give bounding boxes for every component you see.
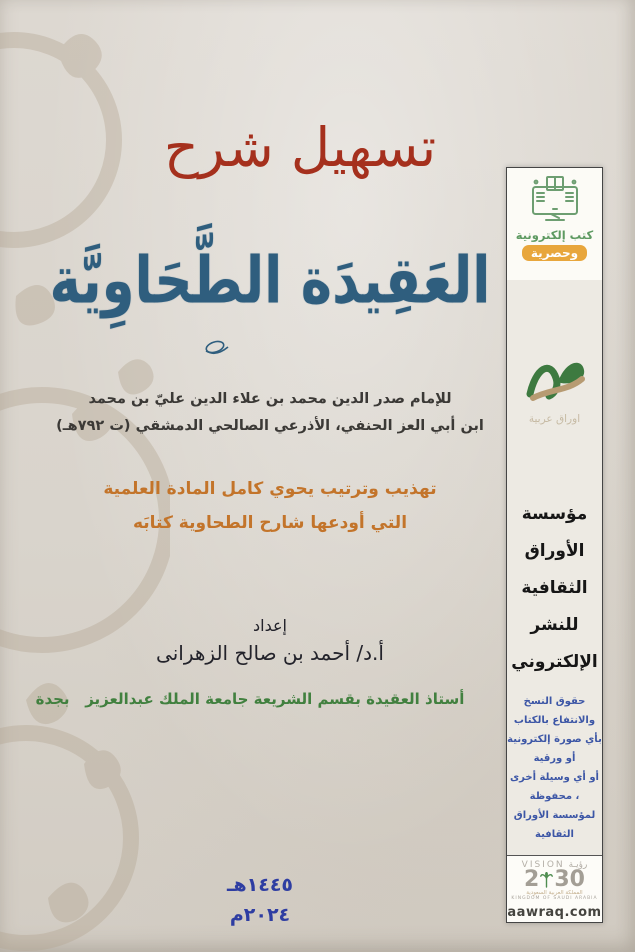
copyright-notice [507, 692, 602, 844]
exclusive-chip: وحصرية [522, 245, 587, 261]
foundation-name-line: الإلكتروني [511, 652, 598, 672]
edition-note [40, 472, 500, 540]
publisher-logo [507, 350, 602, 425]
vision-2030-block [507, 855, 602, 922]
copyright-notice-line: أو أي وسيلة أخرى ، محفوظة [510, 772, 599, 802]
country-name-en: KINGDOM OF SAUDI ARABIA [511, 896, 598, 901]
preparer-affiliation: أستاذ العقيدة بقسم الشريعة جامعة الملك عبدالعزيز بجدة [35, 690, 465, 708]
ebook-badge-label: كتب إلكترونية [515, 228, 594, 242]
gregorian-year: ٢٠٢٤م [229, 904, 291, 926]
copyright-notice-line: بأي صورة إلكترونية أو ورقية [507, 734, 602, 764]
main-title: العَقِيدَة الطَّحَاوِيَّة [49, 244, 491, 319]
vision-year-right: 30 [554, 867, 585, 892]
vision-year-left: 2 [524, 867, 540, 892]
foundation-name [507, 496, 602, 681]
series-title: تسهيل شرح [163, 116, 437, 179]
hijri-year: ١٤٤٥هـ [226, 874, 294, 896]
copyright-notice-line: حقوق النسخ والانتفاع بالكتاب [513, 696, 596, 726]
palm-emblem-icon [540, 872, 553, 888]
edition-note-line-2: التي أودعها شارح الطحاوية كتابَه [132, 513, 408, 533]
vision-label-ar: رؤيـة [568, 860, 588, 870]
foundation-name-line: مؤسسة [521, 504, 588, 524]
preparer-name: أ.د/ أحمد بن صالح الزهرانى [156, 641, 384, 665]
publisher-sidebar [506, 167, 603, 923]
awraq-logo-icon [520, 350, 590, 408]
author-name [40, 386, 500, 440]
foundation-name-line: الثقافية [521, 578, 588, 598]
author-name-line-1: للإمام صدر الدين محمد بن علاء الدين عليّ بن محمد [88, 391, 452, 407]
calligraphy-signature-icon [202, 338, 232, 356]
vision-year [507, 867, 602, 892]
edition-note-line-1: تهذيب وترتيب يحوي كامل المادة العلمية [103, 479, 437, 499]
publisher-logo-caption: اوراق عربية [528, 413, 581, 425]
vision-label-en: VISION [521, 860, 565, 870]
foundation-name-line: للنشر [530, 615, 579, 635]
copyright-notice-line: لمؤسسة الأوراق الثقافية [513, 810, 596, 840]
country-name-ar: المملكة العربية السعودية [526, 890, 583, 896]
ebook-badge [507, 168, 602, 280]
foundation-name-line: الأوراق [524, 541, 585, 561]
publication-dates [140, 870, 380, 930]
prepared-by-label: إعداد [253, 616, 287, 635]
monitor-with-book-icon [527, 175, 583, 223]
website-url: aawraq.com [507, 905, 602, 920]
author-name-line-2: ابن أبي العز الحنفي، الأذرعي الصالحي الدمشقي (ت ٧٩٢هـ) [56, 418, 484, 434]
